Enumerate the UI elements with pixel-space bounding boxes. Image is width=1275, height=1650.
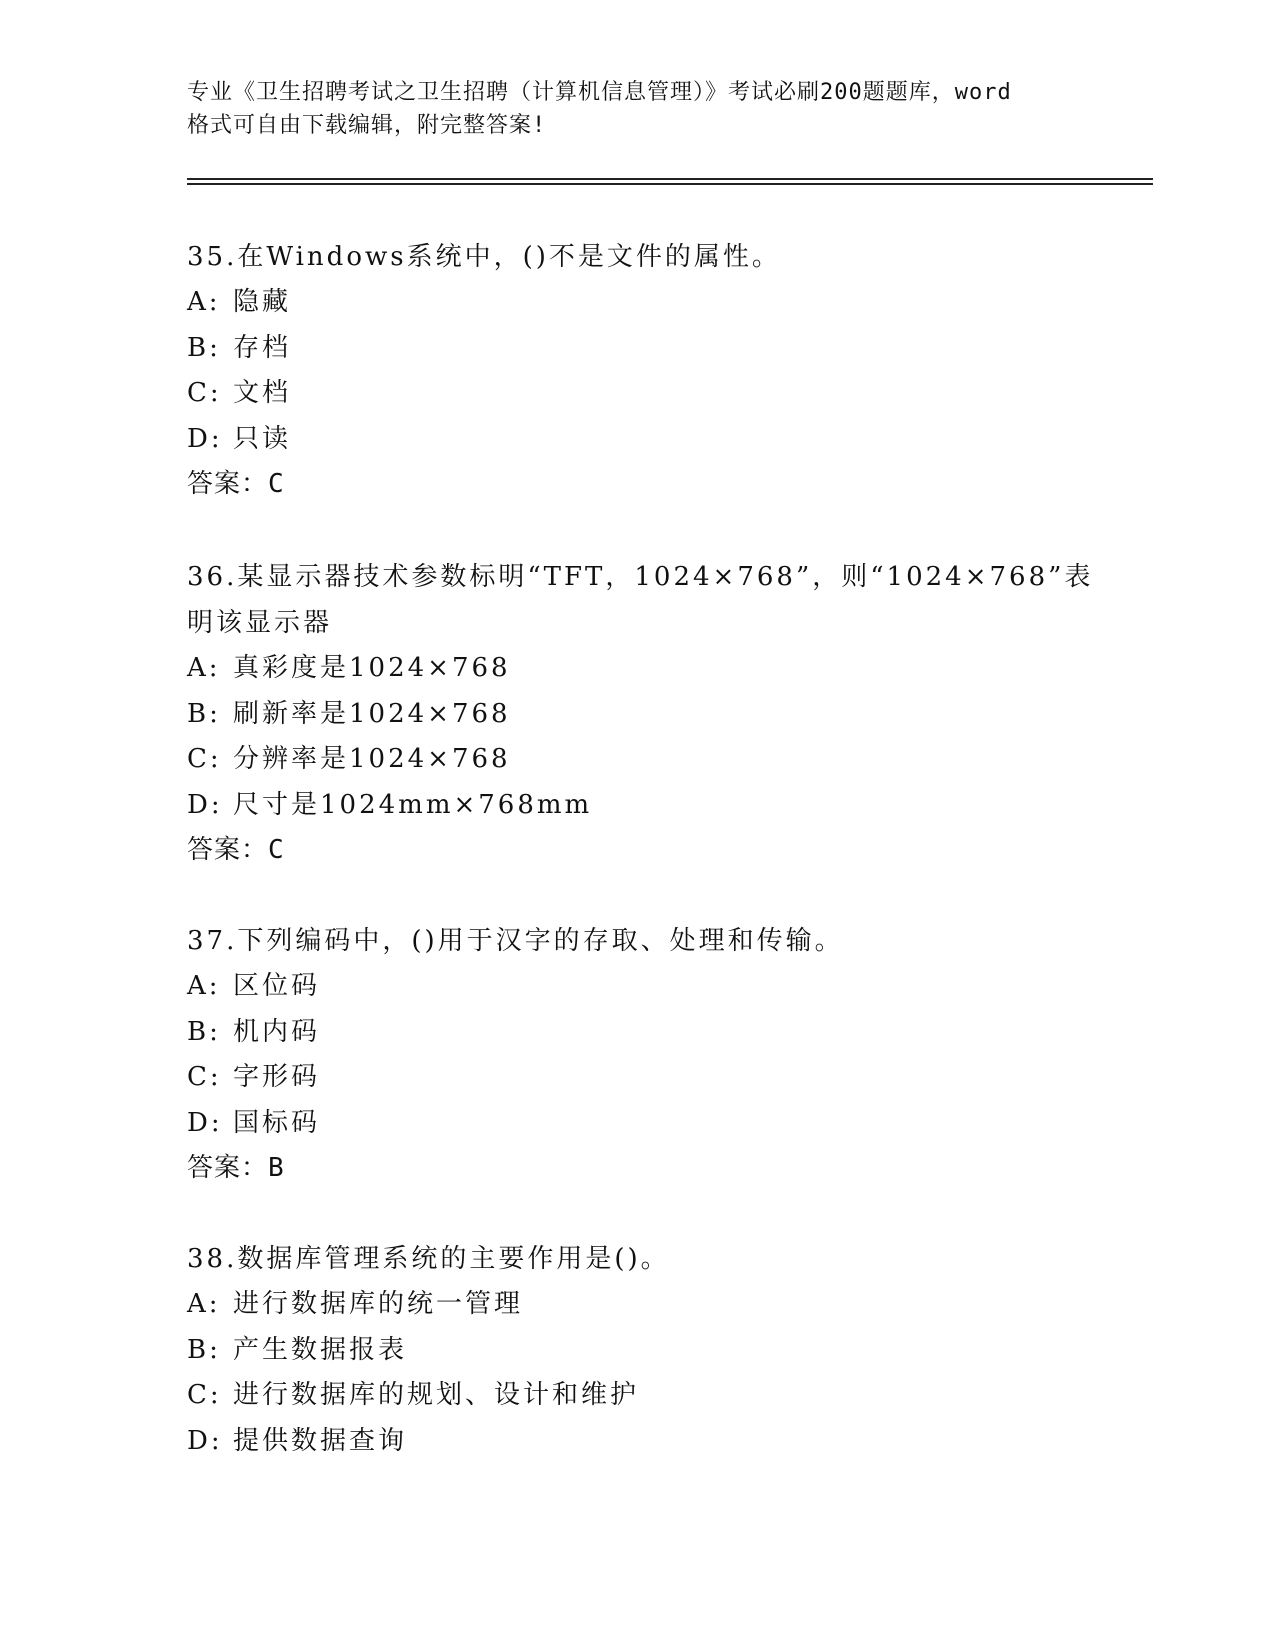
option-text: 存档 bbox=[233, 332, 292, 363]
option-c bbox=[187, 1055, 1107, 1101]
option-b bbox=[187, 692, 1107, 738]
option-letter: A: bbox=[187, 971, 221, 1001]
option-a bbox=[187, 1282, 1107, 1328]
header-divider-top bbox=[187, 178, 1153, 180]
option-d bbox=[187, 1101, 1107, 1147]
option-b bbox=[187, 1010, 1107, 1056]
answer-line: 答案：B bbox=[187, 1153, 285, 1183]
option-d bbox=[187, 783, 1107, 829]
question-stem: 35.在Windows系统中，()不是文件的属性。 bbox=[187, 242, 781, 272]
answer-line: 答案：C bbox=[187, 469, 285, 499]
question-stem: 37.下列编码中，()用于汉字的存取、处理和传输。 bbox=[187, 926, 844, 956]
question-37 bbox=[187, 918, 1107, 1191]
question-38 bbox=[187, 1236, 1107, 1464]
option-letter: C: bbox=[187, 1380, 222, 1410]
option-letter: A: bbox=[187, 653, 221, 683]
option-text: 刷新率是1024×768 bbox=[233, 698, 511, 729]
header-divider-bottom bbox=[187, 183, 1153, 185]
option-letter: C: bbox=[187, 744, 222, 774]
option-letter: D: bbox=[187, 423, 223, 454]
option-letter: C: bbox=[187, 378, 222, 408]
header-line-1: 专业《卫生招聘考试之卫生招聘（计算机信息管理）》考试必刷200题题库，word bbox=[187, 80, 1012, 105]
option-letter: D: bbox=[187, 1425, 223, 1456]
option-c bbox=[187, 737, 1107, 783]
option-d bbox=[187, 417, 1107, 463]
option-text: 文档 bbox=[233, 378, 292, 408]
question-stem: 36.某显示器技术参数标明“TFT，1024×768”，则“1024×768”表明该显示器 bbox=[187, 562, 1094, 638]
option-text: 只读 bbox=[233, 423, 292, 454]
option-a bbox=[187, 646, 1107, 692]
question-36 bbox=[187, 554, 1107, 873]
option-text: 国标码 bbox=[233, 1107, 321, 1138]
option-letter: A: bbox=[187, 287, 221, 317]
option-letter: B: bbox=[187, 1334, 221, 1365]
option-text: 机内码 bbox=[233, 1016, 321, 1047]
option-letter: D: bbox=[187, 1107, 223, 1138]
question-stem: 38.数据库管理系统的主要作用是()。 bbox=[187, 1244, 670, 1274]
option-a bbox=[187, 964, 1107, 1010]
option-text: 产生数据报表 bbox=[233, 1334, 408, 1365]
option-a bbox=[187, 280, 1107, 326]
header-line-2: 格式可自由下载编辑，附完整答案! bbox=[187, 113, 547, 138]
option-text: 尺寸是1024mm×768mm bbox=[233, 789, 593, 820]
option-text: 分辨率是1024×768 bbox=[233, 744, 511, 774]
answer-line: 答案：C bbox=[187, 835, 285, 865]
option-letter: B: bbox=[187, 1016, 221, 1047]
option-letter: C: bbox=[187, 1062, 222, 1092]
option-c bbox=[187, 1373, 1107, 1419]
option-c bbox=[187, 371, 1107, 417]
question-35 bbox=[187, 234, 1107, 507]
option-b bbox=[187, 1328, 1107, 1374]
option-letter: D: bbox=[187, 789, 223, 820]
document-header bbox=[187, 76, 1087, 142]
option-text: 真彩度是1024×768 bbox=[233, 653, 511, 683]
option-text: 提供数据查询 bbox=[233, 1425, 408, 1456]
option-text: 进行数据库的规划、设计和维护 bbox=[233, 1380, 640, 1410]
option-text: 区位码 bbox=[233, 971, 321, 1001]
option-text: 隐藏 bbox=[233, 287, 292, 317]
option-text: 字形码 bbox=[233, 1062, 321, 1092]
option-b bbox=[187, 326, 1107, 372]
option-text: 进行数据库的统一管理 bbox=[233, 1289, 524, 1319]
option-letter: B: bbox=[187, 698, 221, 729]
option-letter: B: bbox=[187, 332, 221, 363]
option-d bbox=[187, 1419, 1107, 1465]
option-letter: A: bbox=[187, 1289, 221, 1319]
